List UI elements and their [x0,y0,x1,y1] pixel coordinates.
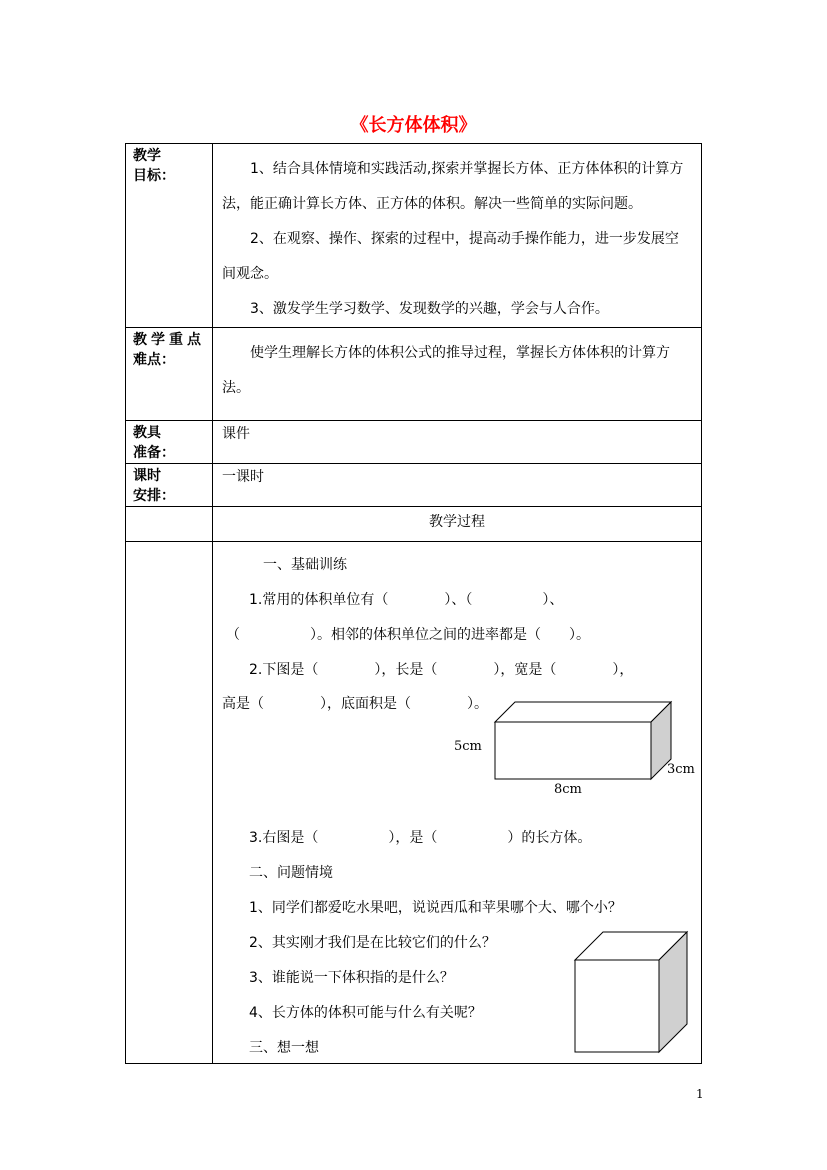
table-row-goals [126,144,702,328]
dimension-length-label: 8cm [554,782,582,797]
key-points-text: 使学生理解长方体的体积公式的推导过程，掌握长方体体积的计算方法。 [222,345,670,396]
process-header-blank [126,507,213,542]
goal-item-3: 3、激发学生学习数学、发现数学的兴趣，学会与人合作。 [250,301,609,317]
goal-item-1: 1、结合具体情境和实践活动,探索并掌握长方体、正方体体积的计算方法，能正确计算长方体、正方体的体积。解决一些简单的实际问题。 [222,161,684,212]
hours-label: 课时 安排： [126,464,213,507]
table-row-hours [126,464,702,507]
document-title: 《长方体体积》 [350,115,477,136]
question-2-line-2: 高是（ ），底面积是（ ）。 [222,696,488,712]
cube-front-face [575,960,659,1052]
table-row-tools [126,421,702,464]
goals-content [213,144,702,328]
process-header: 教学过程 [213,507,702,542]
dimension-width-label: 3cm [667,762,695,777]
page-number: 1 [696,1087,704,1101]
question-1-line-2: （ ）。相邻的体积单位之间的进率都是（ ）。 [226,627,590,643]
tools-label: 教具 准备： [126,421,213,464]
cuboid-front-face [495,722,651,779]
question-3: 3.右图是（ ），是（ ）的长方体。 [249,830,592,846]
cuboid-top-face [495,702,671,722]
section-think: 三、想一想 [249,1040,319,1056]
key-points-content [213,328,702,421]
process-content [213,542,702,1064]
goals-label: 教学 目标： [126,144,213,328]
table-row-process-header [126,507,702,542]
question-2-line-1: 2.下图是（ ），长是（ ），宽是（ ）， [249,662,634,678]
section-problem-context: 二、问题情境 [249,865,333,881]
table-row-key-points [126,328,702,421]
goal-item-2: 2、在观察、操作、探索的过程中，提高动手操作能力，进一步发展空间观念。 [222,231,679,282]
tools-content: 课件 [213,421,702,464]
problem-item-1: 1、同学们都爱吃水果吧，说说西瓜和苹果哪个大、哪个小？ [249,900,622,916]
question-1-line-1: 1.常用的体积单位有（ ）、（ ）、 [249,592,564,608]
hours-content: 一课时 [213,464,702,507]
problem-item-2: 2、其实刚才我们是在比较它们的什么？ [249,935,496,951]
lesson-plan-table [125,143,702,1064]
process-label-blank [126,542,213,1064]
key-points-label: 教学重点 难点： [126,328,213,421]
section-basic-training: 一、基础训练 [263,557,347,573]
problem-item-4: 4、长方体的体积可能与什么有关呢？ [249,1005,482,1021]
cube-figure [573,930,693,1055]
problem-item-3: 3、谁能说一下体积指的是什么？ [249,970,454,986]
cuboid-figure [493,697,673,787]
dimension-height-label: 5cm [454,739,482,754]
table-row-process [126,542,702,1064]
